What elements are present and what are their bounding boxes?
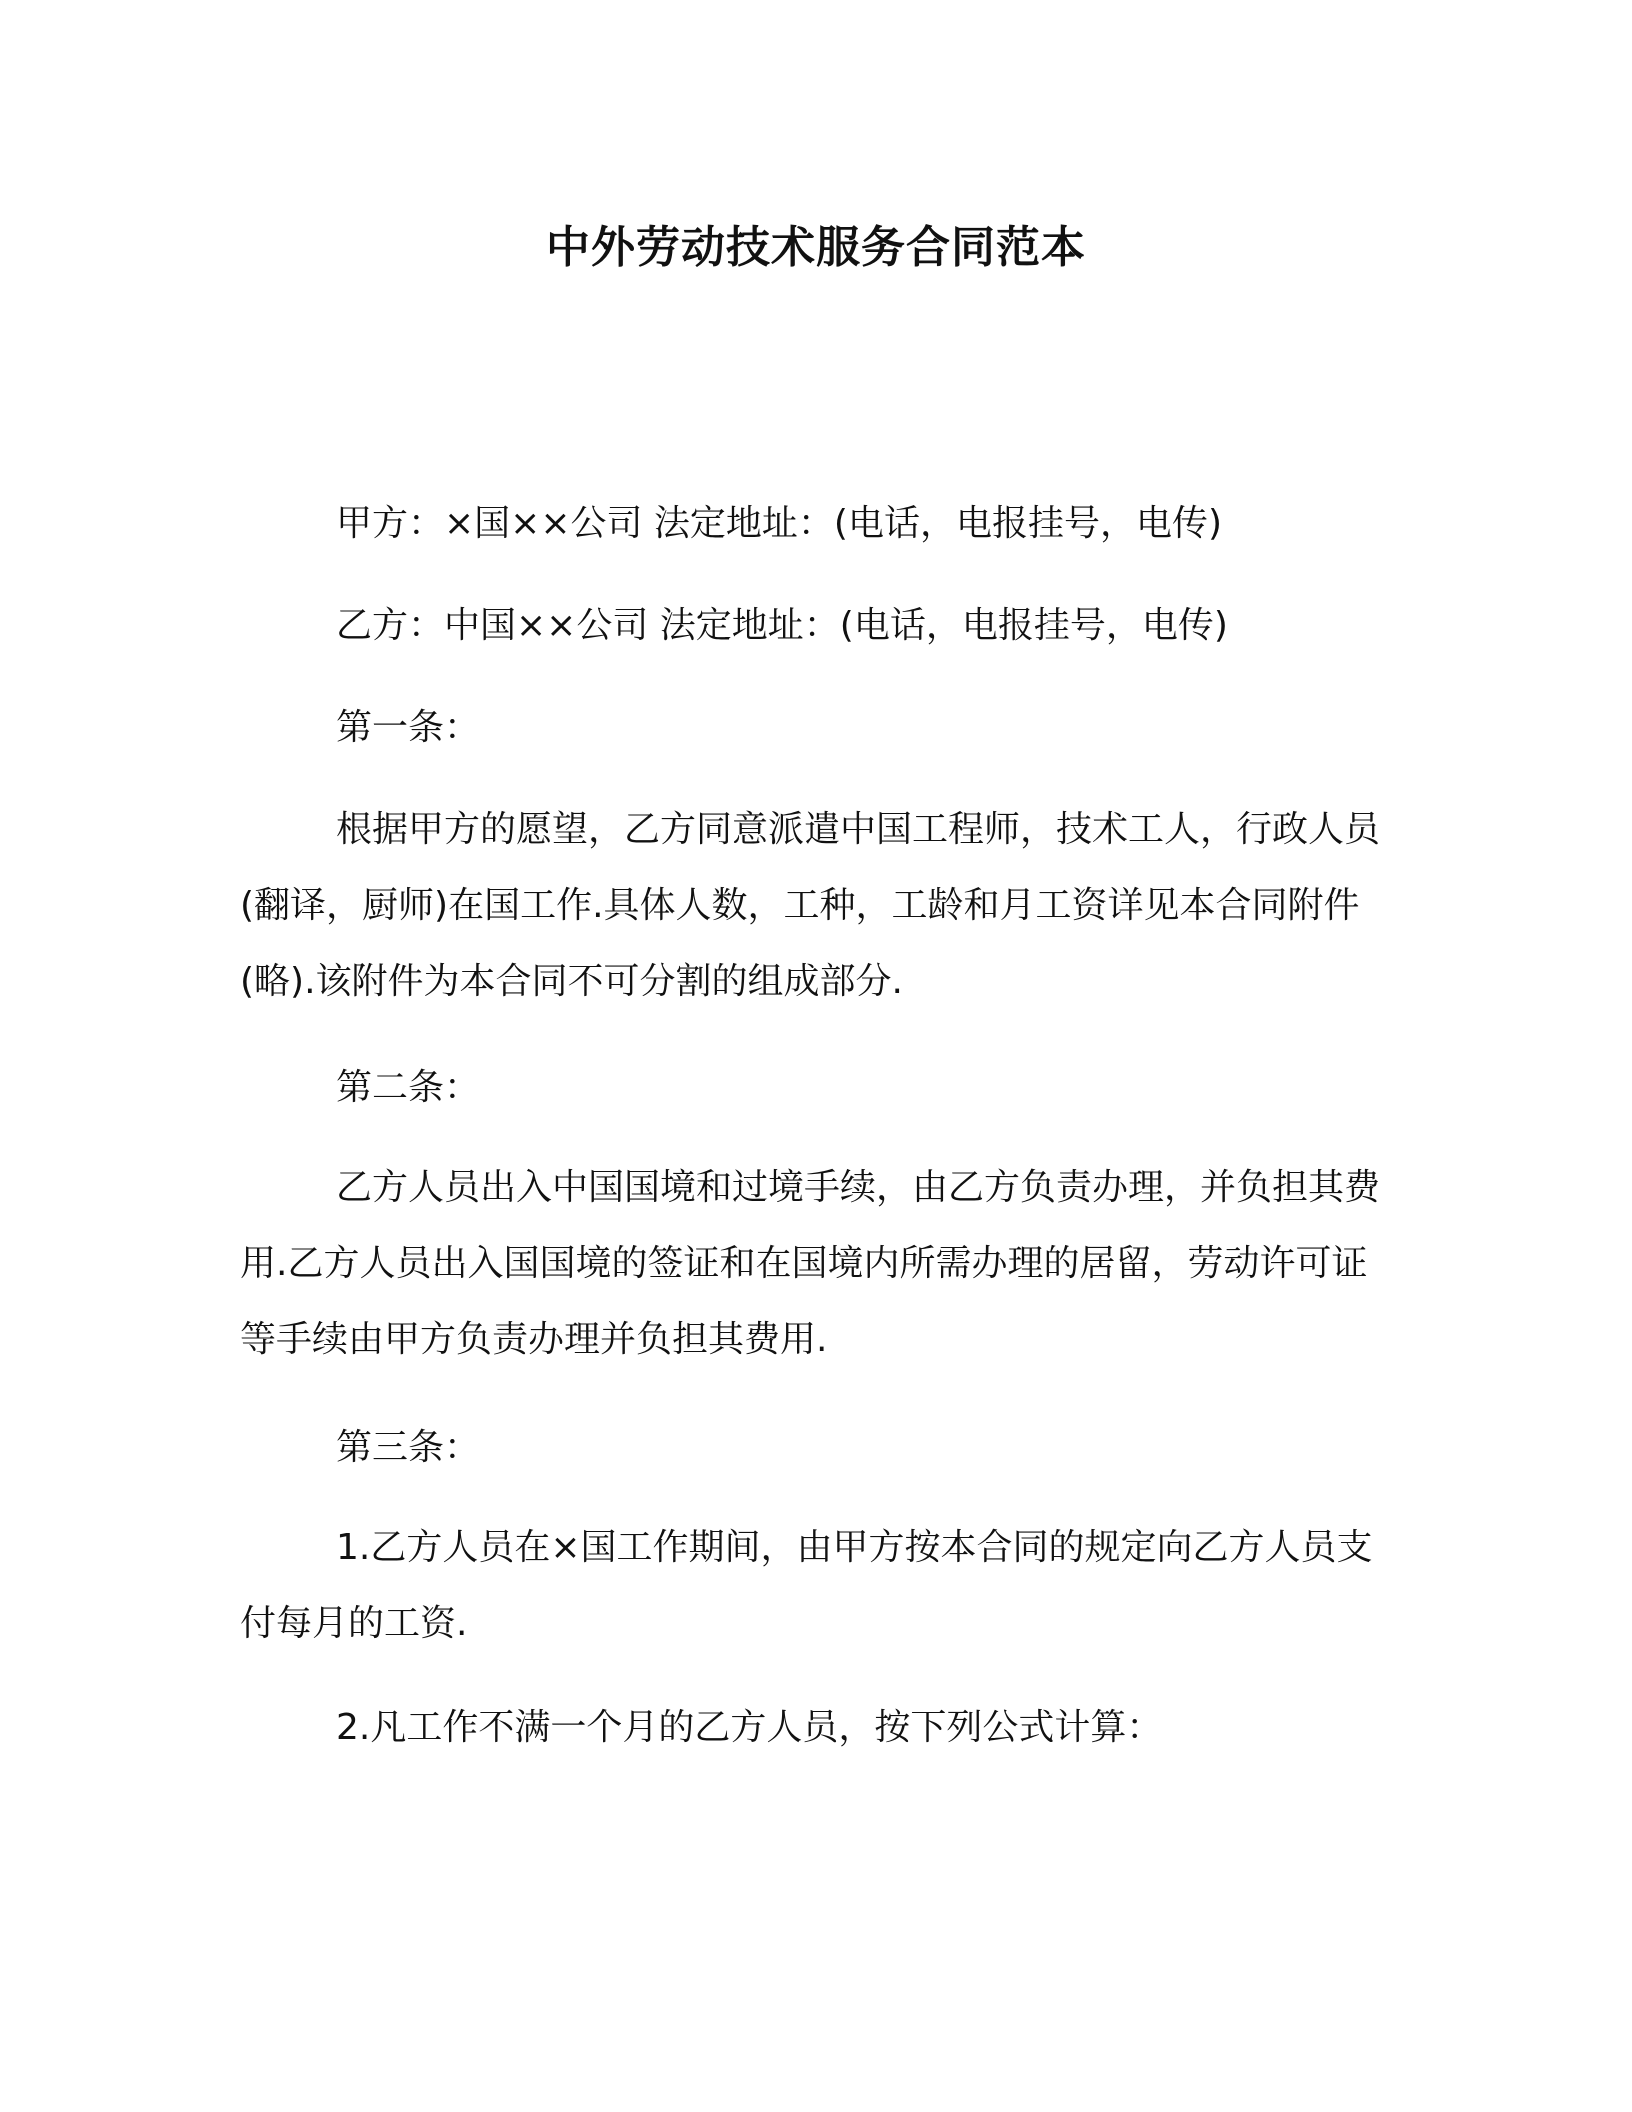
article-1-text: 根据甲方的愿望，乙方同意派遣中国工程师，技术工人，行政人员(翻译，厨师)在国工作.具体人数，工种，工龄和月工资详见本合同附件(略).该附件为本合同不可分割的组成部分. — [240, 809, 1381, 1002]
article-3-item-1: 1.乙方人员在×国工作期间，由甲方按本合同的规定向乙方人员支付每月的工资. — [240, 1527, 1373, 1644]
party-a-line: 甲方：×国××公司 法定地址：(电话，电报挂号，电传) — [336, 503, 1223, 544]
article-3-heading: 第三条： — [336, 1427, 481, 1468]
article-2-text: 乙方人员出入中国国境和过境手续，由乙方负责办理，并负担其费用.乙方人员出入国国境的签证和在国境内所需办理的居留，劳动许可证等手续由甲方负责办理并负担其费用. — [240, 1167, 1381, 1360]
article-2-heading: 第二条： — [336, 1067, 481, 1108]
document-title: 中外劳动技术服务合同范本 — [546, 222, 1086, 273]
article-3-item-2: 2.凡工作不满一个月的乙方人员，按下列公式计算： — [336, 1707, 1163, 1748]
party-b-line: 乙方：中国××公司 法定地址：(电话，电报挂号，电传) — [336, 605, 1228, 646]
article-1-heading: 第一条： — [336, 707, 481, 748]
